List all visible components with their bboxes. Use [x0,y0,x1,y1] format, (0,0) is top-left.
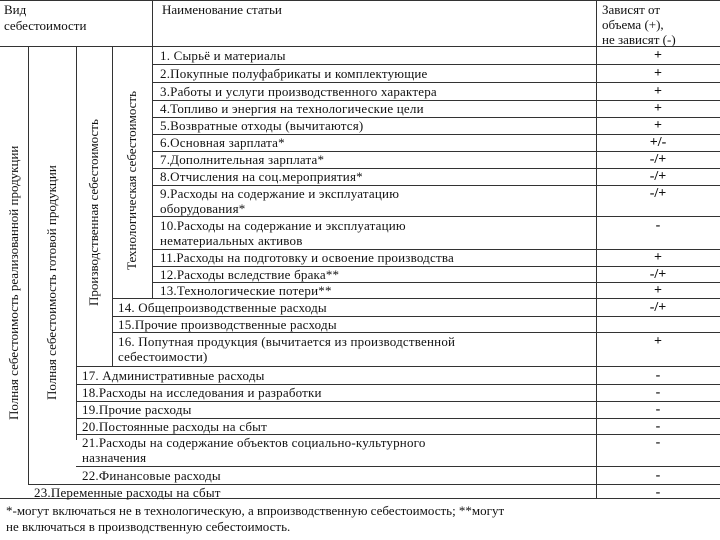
row-16-text2: себестоимости) [118,349,208,364]
header-vid-line1: Вид [4,2,27,17]
row-2-mark: + [654,66,662,81]
footnote-line2: не включаться в производственную себестоимость. [6,519,291,534]
row-23-mark: - [655,485,661,500]
row-5-text: 5.Возвратные отходы (вычитаются) [160,118,364,133]
row-20-mark: - [655,419,661,434]
row-20-text: 20.Постоянные расходы на сбыт [82,419,267,434]
row-22-mark: - [655,468,661,483]
group-label-3: Производственная себестоимость [86,119,101,306]
row-19-mark: - [655,402,661,417]
row-16-mark: + [654,334,662,349]
group-label-1: Полная себестоимость реализованной продукции [6,145,21,420]
row-line [76,366,720,367]
row-18-text: 18.Расходы на исследования и разработки [82,385,322,400]
row-21-mark: - [655,435,661,450]
row-6-mark: +/- [649,135,667,150]
row-12-mark: -/+ [649,267,667,282]
row-line [152,82,720,83]
row-9-text2: оборудования* [160,201,246,216]
header-dep-line1: Зависят от [602,2,661,17]
row-10-text2: нематериальных активов [160,233,303,248]
group-col-2 [76,46,77,440]
row-7-text: 7.Дополнительная зарплата* [160,152,325,167]
row-9-text: 9.Расходы на содержание и эксплуатацию [160,186,400,201]
row-23-text: 23.Переменные расходы на сбыт [34,485,221,500]
row-14-text: 14. Общепроизводственные расходы [118,300,327,315]
row-11-text: 11.Расходы на подготовку и освоение производства [160,250,454,265]
group-col-4 [152,46,153,298]
header-vid-line2: себестоимости [4,18,87,33]
row-7-mark: -/+ [649,152,667,167]
footnote-line1: *-могут включаться не в технологическую, а впроизводственную себестоимость; **могут [6,503,505,518]
row-10-text: 10.Расходы на содержание и эксплуатацию [160,218,406,233]
row-8-mark: -/+ [649,169,667,184]
row-4-text: 4.Топливо и энергия на технологические цели [160,101,424,116]
row-15-text: 15.Прочие производственные расходы [118,317,337,332]
row-1-text: 1. Сырьё и материалы [160,48,286,63]
group-col-1 [28,46,29,484]
group-col-3 [112,46,113,366]
row-10-mark: - [655,218,661,233]
row-3-text: 3.Работы и услуги производственного характера [160,84,437,99]
row-8-text: 8.Отчисления на соц.мероприятия* [160,169,363,184]
group-label-4: Технологическая себестоимость [124,90,139,270]
row-19-text: 19.Прочие расходы [82,402,192,417]
row-21-text2: назначения [82,450,147,465]
row-line [112,332,720,333]
row-13-mark: + [654,283,662,298]
header-name: Наименование статьи [162,2,282,17]
row-9-mark: -/+ [649,186,667,201]
row-13-text: 13.Технологические потери** [160,283,332,298]
row-4-mark: + [654,101,662,116]
header-col-divider [152,0,153,47]
row-16-text: 16. Попутная продукция (вычитается из производственной [118,334,456,349]
row-3-mark: + [654,84,662,99]
row-line [152,64,720,65]
row-18-mark: - [655,385,661,400]
row-6-text: 6.Основная зарплата* [160,135,285,150]
row-2-text: 2.Покупные полуфабрикаты и комплектующие [160,66,428,81]
table-border-top [0,0,720,1]
row-5-mark: + [654,118,662,133]
row-12-text: 12.Расходы вследствие брака** [160,267,340,282]
row-22-text: 22.Финансовые расходы [82,468,221,483]
row-line [152,216,720,217]
row-14-mark: -/+ [649,300,667,315]
row-1-mark: + [654,48,662,63]
row-17-mark: - [655,368,661,383]
row-21-text: 21.Расходы на содержание объектов социально-культурного [82,435,426,450]
row-line [76,466,720,467]
header-dep-line3: не зависят (-) [602,32,676,47]
group-label-2: Полная себестоимость готовой продукции [44,165,59,400]
header-dep-line2: объема (+), [602,17,664,32]
row-11-mark: + [654,250,662,265]
row-17-text: 17. Административные расходы [82,368,265,383]
